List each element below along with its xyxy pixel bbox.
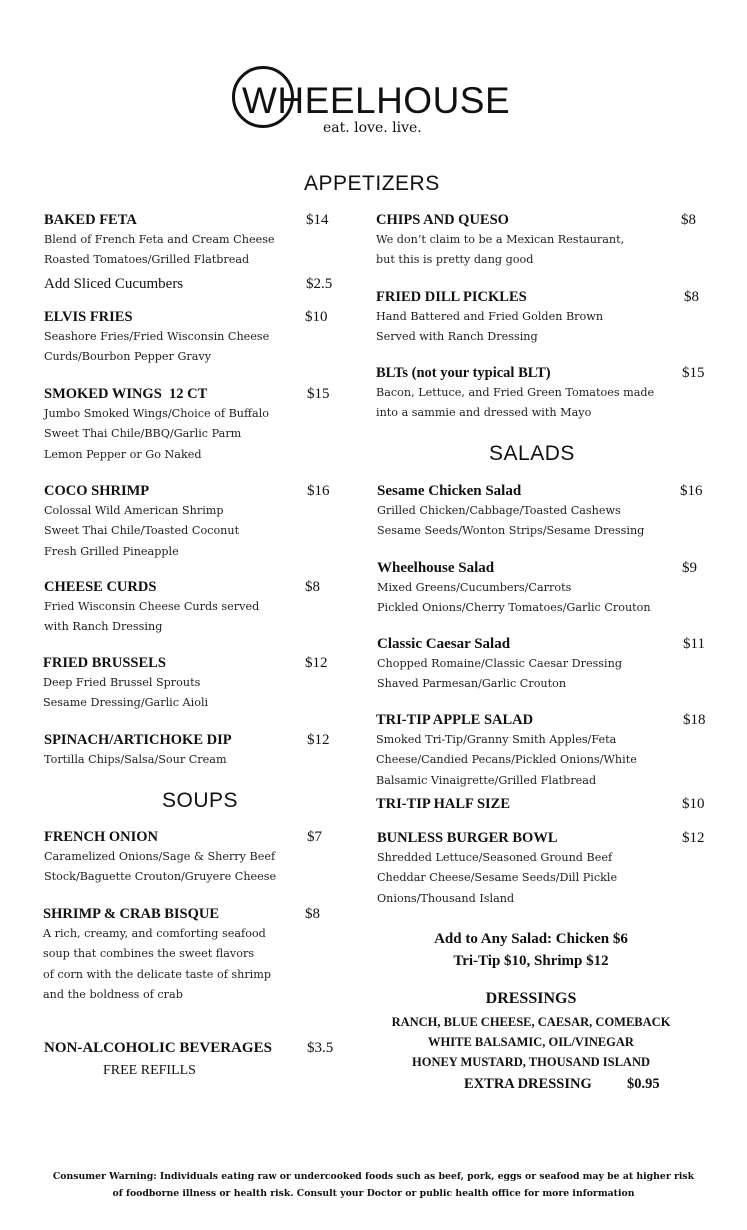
item-desc-line: Curds/Bourbon Pepper Gravy bbox=[44, 350, 212, 364]
free-refills-note: FREE REFILLS bbox=[103, 1063, 196, 1078]
item-desc-line: Shaved Parmesan/Garlic Crouton bbox=[377, 677, 567, 691]
item-desc-line: Bacon, Lettuce, and Fried Green Tomatoes made bbox=[376, 386, 655, 399]
item-desc-line: Onions/Thousand Island bbox=[377, 891, 515, 905]
soups-heading: SOUPS bbox=[162, 789, 239, 812]
item-desc-line: of corn with the delicate taste of shrimp bbox=[43, 967, 272, 981]
dressing-line: WHITE BALSAMIC, OIL/VINEGAR bbox=[428, 1035, 634, 1049]
item-name: BLTs (not your typical BLT) bbox=[376, 365, 551, 381]
item-desc-line: Cheese/Candied Pecans/Pickled Onions/White bbox=[376, 753, 637, 767]
item-desc-line: Lemon Pepper or Go Naked bbox=[44, 447, 202, 461]
item-price: $7 bbox=[307, 829, 322, 845]
extra-dressing-price: $0.95 bbox=[627, 1076, 660, 1092]
item-name: ELVIS FRIES bbox=[44, 309, 133, 325]
item-price: $12 bbox=[307, 732, 330, 748]
item-desc-line: Grilled Chicken/Cabbage/Toasted Cashews bbox=[377, 504, 621, 517]
item-desc-line: Jumbo Smoked Wings/Choice of Buffalo bbox=[44, 407, 269, 420]
item-name: CHIPS AND QUESO bbox=[376, 212, 509, 228]
menu-item-blts bbox=[376, 363, 705, 424]
salad-addons bbox=[376, 928, 686, 972]
item-name: SPINACH/ARTICHOKE DIP bbox=[44, 732, 232, 748]
item-name: Classic Caesar Salad bbox=[377, 636, 511, 652]
menu-item-smoked-wings bbox=[44, 384, 330, 465]
item-name: SMOKED WINGS 12 CT bbox=[44, 386, 208, 402]
addon-sliced-cucumbers: Add Sliced Cucumbers bbox=[44, 276, 184, 292]
item-desc-line: Fried Wisconsin Cheese Curds served bbox=[44, 600, 260, 613]
item-price: $11 bbox=[683, 636, 705, 652]
item-desc-line: Pickled Onions/Cherry Tomatoes/Garlic Crouton bbox=[377, 601, 651, 615]
item-price: $8 bbox=[305, 906, 320, 922]
item-desc-line: Blend of French Feta and Cream Cheese bbox=[44, 233, 275, 246]
menu-item-coco-shrimp bbox=[44, 481, 330, 562]
consumer-warning-line: of foodborne illness or health risk. Consult your Doctor or public health office for more information bbox=[112, 1188, 635, 1199]
item-desc-line: Deep Fried Brussel Sprouts bbox=[43, 676, 201, 689]
item-desc-line: Sesame Dressing/Garlic Aioli bbox=[43, 696, 209, 710]
item-name: FRENCH ONION bbox=[44, 829, 158, 845]
menu-item-spinach-artichoke-dip bbox=[44, 730, 330, 770]
item-desc-line: and the boldness of crab bbox=[43, 988, 183, 1002]
item-name: NON-ALCOHOLIC BEVERAGES bbox=[44, 1040, 272, 1056]
item-desc-line: Shredded Lettuce/Seasoned Ground Beef bbox=[377, 851, 613, 864]
item-name: BAKED FETA bbox=[44, 212, 137, 228]
item-name: CHEESE CURDS bbox=[44, 579, 157, 595]
item-price: $12 bbox=[682, 830, 705, 846]
menu-item-fried-brussels bbox=[43, 653, 328, 714]
item-price: $10 bbox=[682, 796, 705, 812]
salad-addon-line: Tri-Tip $10, Shrimp $12 bbox=[453, 953, 609, 969]
menu-item-shrimp-crab-bisque bbox=[43, 904, 320, 1006]
item-desc-line: We don’t claim to be a Mexican Restaurant, bbox=[376, 233, 625, 246]
item-desc-line: Hand Battered and Fried Golden Brown bbox=[376, 310, 604, 323]
item-desc-line: Served with Ranch Dressing bbox=[376, 330, 538, 344]
item-name: BUNLESS BURGER BOWL bbox=[377, 830, 558, 846]
item-desc-line: Balsamic Vinaigrette/Grilled Flatbread bbox=[376, 773, 597, 787]
item-desc-line: A rich, creamy, and comforting seafood bbox=[43, 927, 266, 940]
logo-wordmark: WHEELHOUSE bbox=[242, 80, 511, 121]
item-desc-line: Sweet Thai Chile/Toasted Coconut bbox=[44, 524, 240, 538]
item-desc-line: Colossal Wild American Shrimp bbox=[44, 504, 224, 517]
consumer-warning-line: Consumer Warning: Individuals eating raw or undercooked foods such as beef, pork, eggs or seafood may be at higher risk bbox=[52, 1171, 695, 1182]
menu-item-french-onion bbox=[44, 827, 322, 888]
item-desc-line: Caramelized Onions/Sage & Sherry Beef bbox=[44, 850, 276, 863]
item-price: $16 bbox=[680, 483, 703, 499]
menu-item-baked-feta bbox=[44, 210, 329, 271]
item-desc-line: Smoked Tri-Tip/Granny Smith Apples/Feta bbox=[376, 733, 617, 746]
item-desc-line: Sweet Thai Chile/BBQ/Garlic Parm bbox=[44, 427, 242, 441]
item-price: $8 bbox=[684, 289, 699, 305]
item-desc-line: with Ranch Dressing bbox=[44, 620, 163, 634]
item-price: $16 bbox=[307, 483, 330, 499]
item-price: $9 bbox=[682, 560, 697, 576]
dressing-line: RANCH, BLUE CHEESE, CAESAR, COMEBACK bbox=[391, 1015, 671, 1029]
item-name: TRI-TIP HALF SIZE bbox=[376, 796, 511, 812]
item-price: $18 bbox=[683, 712, 706, 728]
item-desc-line: Chopped Romaine/Classic Caesar Dressing bbox=[377, 657, 622, 670]
addon-price: $2.5 bbox=[306, 276, 333, 292]
item-desc-line: soup that combines the sweet flavors bbox=[43, 947, 255, 961]
salads-heading: SALADS bbox=[489, 442, 575, 465]
extra-dressing-label: EXTRA DRESSING bbox=[464, 1076, 592, 1092]
menu-item-sesame-chicken-salad bbox=[377, 481, 703, 542]
item-desc-line: Stock/Baguette Crouton/Gruyere Cheese bbox=[44, 870, 277, 884]
item-desc-line: Tortilla Chips/Salsa/Sour Cream bbox=[44, 753, 227, 766]
dressing-line: HONEY MUSTARD, THOUSAND ISLAND bbox=[412, 1055, 650, 1069]
item-name: TRI-TIP APPLE SALAD bbox=[376, 712, 534, 728]
menu-item-classic-caesar-salad bbox=[377, 634, 705, 695]
item-price: $10 bbox=[305, 309, 328, 325]
item-price: $8 bbox=[305, 579, 320, 595]
menu-item-wheelhouse-salad bbox=[377, 558, 697, 619]
item-price: $12 bbox=[305, 655, 328, 671]
item-name: Sesame Chicken Salad bbox=[377, 483, 522, 499]
menu-item-elvis-fries bbox=[44, 307, 328, 368]
item-desc-line: Fresh Grilled Pineapple bbox=[44, 544, 179, 558]
item-desc-line: Cheddar Cheese/Sesame Seeds/Dill Pickle bbox=[377, 871, 618, 885]
item-desc-line: Roasted Tomatoes/Grilled Flatbread bbox=[44, 253, 250, 267]
menu-item-fried-dill-pickles bbox=[376, 287, 699, 348]
item-name: FRIED BRUSSELS bbox=[43, 655, 166, 671]
menu-item-tri-tip-half-size bbox=[376, 794, 705, 814]
appetizers-heading: APPETIZERS bbox=[304, 172, 440, 195]
item-price: $3.5 bbox=[307, 1040, 334, 1056]
item-name: FRIED DILL PICKLES bbox=[376, 289, 527, 305]
item-desc-line: into a sammie and dressed with Mayo bbox=[376, 406, 592, 420]
item-price: $15 bbox=[682, 365, 705, 381]
logo-tagline: eat. love. live. bbox=[323, 120, 422, 136]
item-name: SHRIMP & CRAB BISQUE bbox=[43, 906, 220, 922]
item-price: $15 bbox=[307, 386, 330, 402]
wheelhouse-logo bbox=[232, 66, 522, 140]
dressings-heading: DRESSINGS bbox=[485, 990, 577, 1007]
item-name: COCO SHRIMP bbox=[44, 483, 150, 499]
item-name: Wheelhouse Salad bbox=[377, 560, 495, 576]
menu-item-non-alcoholic-beverages bbox=[44, 1038, 334, 1058]
salad-addon-line: Add to Any Salad: Chicken $6 bbox=[434, 931, 628, 947]
menu-item-chips-and-queso bbox=[376, 210, 696, 271]
consumer-warning bbox=[0, 1168, 747, 1202]
menu-item-tri-tip-apple-salad bbox=[376, 710, 706, 791]
item-desc-line: Mixed Greens/Cucumbers/Carrots bbox=[377, 581, 572, 594]
item-desc-line: but this is pretty dang good bbox=[376, 253, 534, 267]
dressings-block bbox=[376, 988, 686, 1072]
menu-item-bunless-burger-bowl bbox=[377, 828, 705, 909]
item-price: $14 bbox=[306, 212, 329, 228]
item-desc-line: Seashore Fries/Fried Wisconsin Cheese bbox=[44, 330, 270, 343]
item-desc-line: Sesame Seeds/Wonton Strips/Sesame Dressing bbox=[377, 524, 645, 538]
menu-item-cheese-curds bbox=[44, 577, 320, 638]
item-price: $8 bbox=[681, 212, 696, 228]
